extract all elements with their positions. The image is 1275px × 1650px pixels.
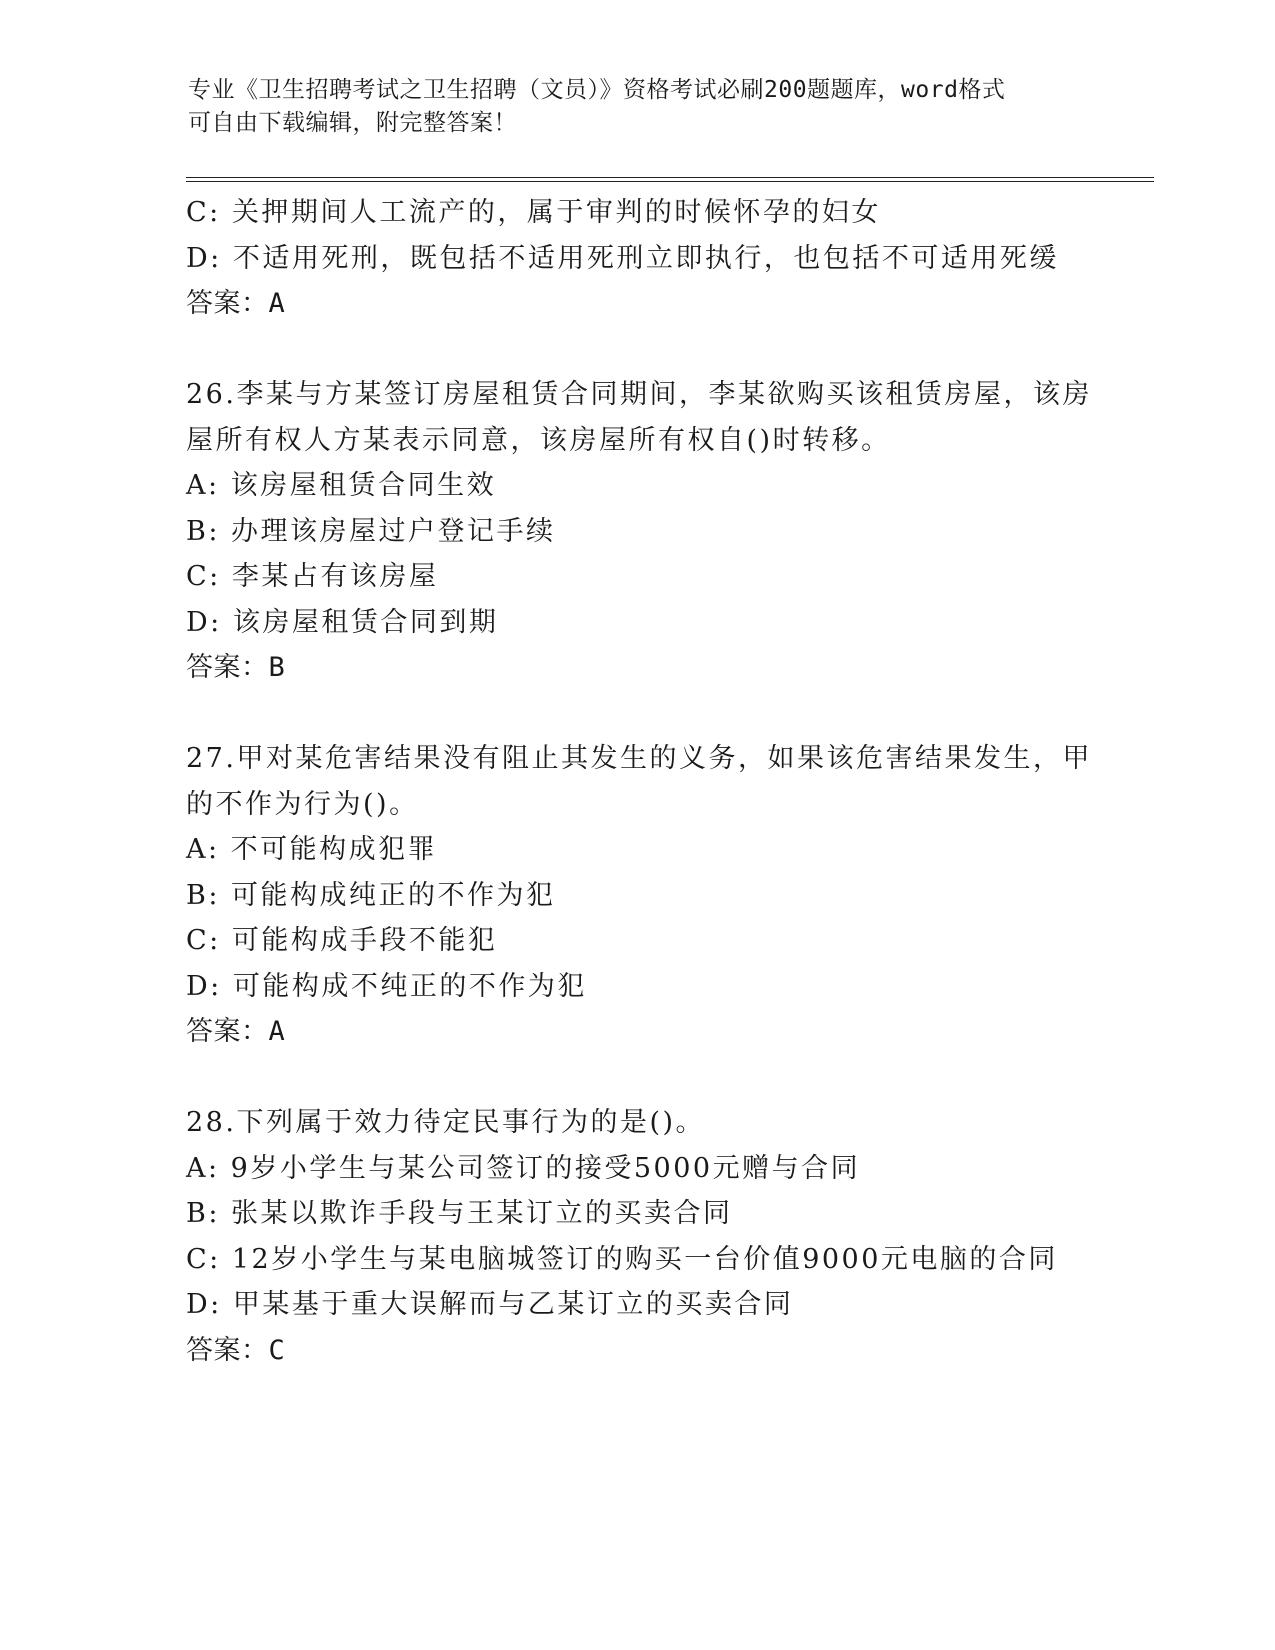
answer-line: 答案：C	[186, 1334, 286, 1366]
option-c: C: 关押期间人工流产的，属于审判的时候怀孕的妇女	[186, 197, 881, 228]
question-list	[186, 190, 1092, 1373]
question-stem-line-1: 28.下列属于效力待定民事行为的是()。	[186, 1107, 706, 1138]
option-b: B: 可能构成纯正的不作为犯	[186, 879, 556, 911]
question-28	[186, 1100, 1086, 1373]
question-stem-line-1: 27.甲对某危害结果没有阻止其发生的义务，如果该危害结果发生，甲	[186, 743, 1092, 774]
option-a: A: 该房屋租赁合同生效	[186, 470, 497, 501]
question-27	[186, 736, 1092, 1055]
answer-line: 答案：A	[186, 288, 286, 319]
option-b: B: 办理该房屋过户登记手续	[186, 515, 556, 547]
document-header	[188, 74, 1068, 140]
question-stem-line-2: 的不作为行为()。	[186, 788, 419, 820]
option-d: D: 可能构成不纯正的不作为犯	[186, 970, 587, 1002]
answer-line: 答案：B	[186, 652, 286, 683]
spacer	[186, 691, 1086, 737]
option-c: C: 12岁小学生与某电脑城签订的购买一台价值9000元电脑的合同	[186, 1243, 1058, 1275]
header-divider-top	[186, 177, 1154, 178]
option-d: D: 该房屋租赁合同到期	[186, 606, 499, 638]
header-divider-bottom	[186, 181, 1154, 182]
option-a: A: 9岁小学生与某公司签订的接受5000元赠与合同	[186, 1152, 861, 1184]
answer-line: 答案：A	[186, 1016, 286, 1047]
spacer	[186, 327, 1086, 373]
option-d: D: 不适用死刑，既包括不适用死刑立即执行，也包括不可适用死缓	[186, 242, 1059, 274]
header-line-2: 可自由下载编辑，附完整答案！	[188, 110, 517, 136]
option-d: D: 甲某基于重大误解而与乙某订立的买卖合同	[186, 1289, 794, 1320]
question-stem-line-2: 屋所有权人方某表示同意，该房屋所有权自()时转移。	[186, 424, 891, 456]
option-c: C: 李某占有该房屋	[186, 561, 439, 592]
header-line-1: 专业《卫生招聘考试之卫生招聘（文员）》资格考试必刷200题题库，word格式	[188, 77, 1006, 103]
question-26	[186, 372, 1092, 691]
option-a: A: 不可能构成犯罪	[186, 834, 438, 865]
question-25-continued	[186, 190, 1086, 327]
question-stem-line-1: 26.李某与方某签订房屋租赁合同期间，李某欲购买该租赁房屋，该房	[186, 379, 1092, 410]
spacer	[186, 1055, 1086, 1101]
option-b: B: 张某以欺诈手段与王某订立的买卖合同	[186, 1198, 733, 1229]
option-c: C: 可能构成手段不能犯	[186, 925, 498, 956]
